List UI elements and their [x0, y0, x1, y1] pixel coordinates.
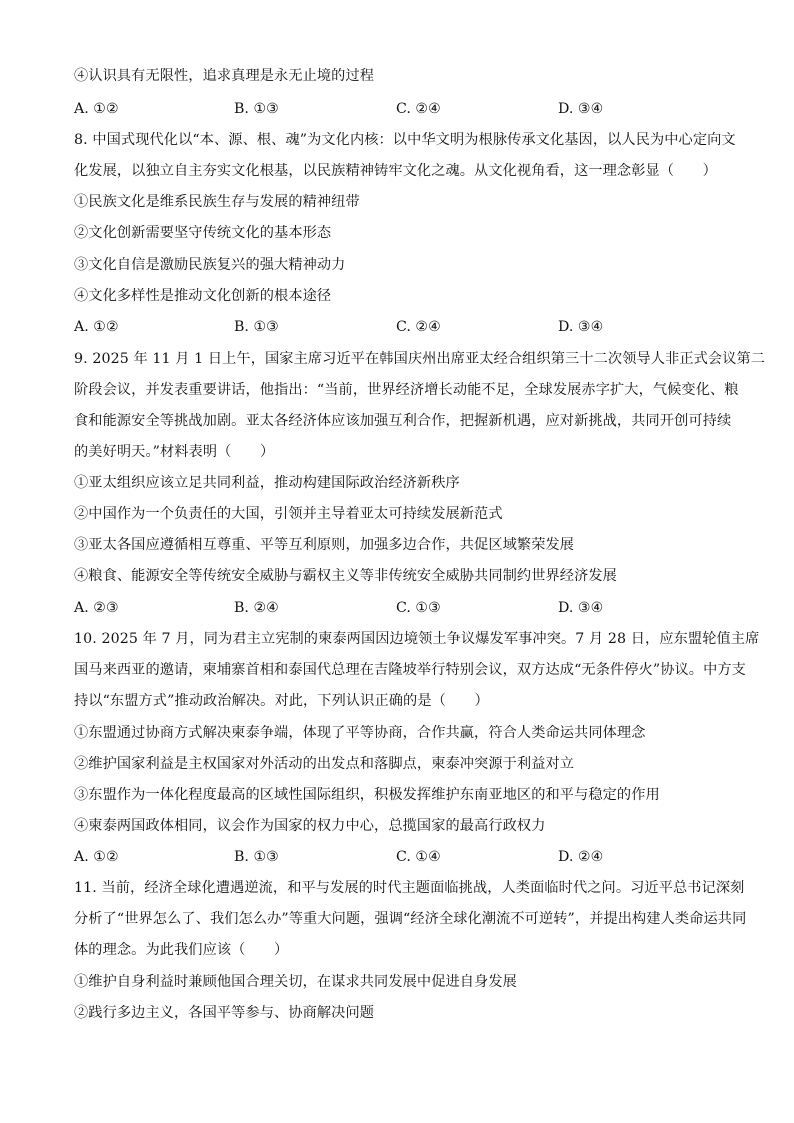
- text-line: ①东盟通过协商方式解决柬泰争端，体现了平等协商，合作共赢，符合人类命运共同体理念: [74, 725, 646, 741]
- answer-options: [74, 598, 724, 618]
- text-line: 的美好明天。”材料表明（ ）: [74, 444, 275, 460]
- text-line: ③文化自信是激励民族复兴的强大精神动力: [74, 257, 346, 273]
- text-line: ②践行多边主义，各国平等参与、协商解决问题: [74, 1005, 375, 1021]
- answer-option: D. ②④: [558, 849, 604, 865]
- text-line: 化发展，以独立自主夯实文化根基，以民族精神铸牢文化之魂。从文化视角看，这一理念彰显（ ）: [74, 163, 717, 179]
- text-line: 持以“东盟方式”推动政治解决。对此，下列认识正确的是（ ）: [74, 693, 489, 709]
- answer-option: A. ①②: [74, 319, 119, 335]
- answer-option: C. ②④: [396, 319, 441, 335]
- answer-option: C. ①③: [396, 600, 441, 616]
- text-line: ②文化创新需要坚守传统文化的基本形态: [74, 225, 332, 241]
- text-line: ④粮食、能源安全等传统安全威胁与霸权主义等非传统安全威胁共同制约世界经济发展: [74, 568, 617, 584]
- answer-option: B. ②④: [234, 600, 279, 616]
- text-line: ③亚太各国应遵循相互尊重、平等互利原则，加强多边合作，共促区域繁荣发展: [74, 537, 575, 553]
- text-line: 分析了“世界怎么了、我们怎么办”等重大问题，强调“经济全球化潮流不可逆转”，并提出构建人类命运共同: [74, 911, 747, 927]
- text-line: ①民族文化是维系民族生存与发展的精神纽带: [74, 194, 360, 210]
- answer-option: C. ①④: [396, 849, 441, 865]
- answer-options: [74, 99, 724, 119]
- text-line: 体的理念。为此我们应该（ ）: [74, 942, 289, 958]
- text-line: ④文化多样性是推动文化创新的根本途径: [74, 288, 332, 304]
- answer-option: D. ③④: [558, 101, 604, 117]
- answer-option: D. ③④: [558, 319, 604, 335]
- answer-option: D. ③④: [558, 600, 604, 616]
- text-line: 阶段会议，并发表重要讲话，他指出：“当前，世界经济增长动能不足，全球发展赤字扩大，气候变化、粮: [74, 382, 739, 398]
- text-line: 食和能源安全等挑战加剧。亚太各经济体应该加强互利合作，把握新机遇，应对新挑战，共同开创可持续: [74, 413, 732, 429]
- text-line: 11. 当前，经济全球化遭遇逆流，和平与发展的时代主题面临挑战，人类面临时代之问。习近平总书记深刻: [74, 880, 745, 896]
- answer-option: A. ②③: [74, 600, 119, 616]
- text-line: 9. 2025 年 11 月 1 日上午，国家主席习近平在韩国庆州出席亚太经合组织第三十二次领导人非正式会议第二: [74, 351, 766, 367]
- answer-option: B. ①③: [234, 319, 279, 335]
- answer-options: [74, 847, 724, 867]
- text-line: ①亚太组织应该立足共同利益，推动构建国际政治经济新秩序: [74, 475, 460, 491]
- text-line: 国马来西亚的邀请，柬埔寨首相和泰国代总理在吉隆坡举行特别会议，双方达成“无条件停火”协议。中方支: [74, 662, 746, 678]
- text-line: 10. 2025 年 7 月，同为君主立宪制的柬泰两国因边境领土争议爆发军事冲突。7 月 28 日，应东盟轮值主席: [74, 631, 760, 647]
- text-line: 8. 中国式现代化以“本、源、根、魂”为文化内核：以中华文明为根脉传承文化基因，以人民为中心定向文: [74, 132, 736, 148]
- answer-option: C. ②④: [396, 101, 441, 117]
- text-line: ③东盟作为一体化程度最高的区域性国际组织，积极发挥维护东南亚地区的和平与稳定的作用: [74, 787, 660, 803]
- text-line: ①维护自身利益时兼顾他国合理关切，在谋求共同发展中促进自身发展: [74, 974, 517, 990]
- answer-option: A. ①②: [74, 849, 119, 865]
- text-line: ②维护国家利益是主权国家对外活动的出发点和落脚点，柬泰冲突源于利益对立: [74, 756, 575, 772]
- answer-option: A. ①②: [74, 101, 119, 117]
- text-line: ④柬泰两国政体相同，议会作为国家的权力中心，总揽国家的最高行政权力: [74, 818, 546, 834]
- answer-option: B. ①③: [234, 849, 279, 865]
- answer-option: B. ①③: [234, 101, 279, 117]
- text-line: ④认识具有无限性，追求真理是永无止境的过程: [74, 68, 375, 84]
- text-line: ②中国作为一个负责任的大国，引领并主导着亚太可持续发展新范式: [74, 506, 503, 522]
- answer-options: [74, 317, 724, 337]
